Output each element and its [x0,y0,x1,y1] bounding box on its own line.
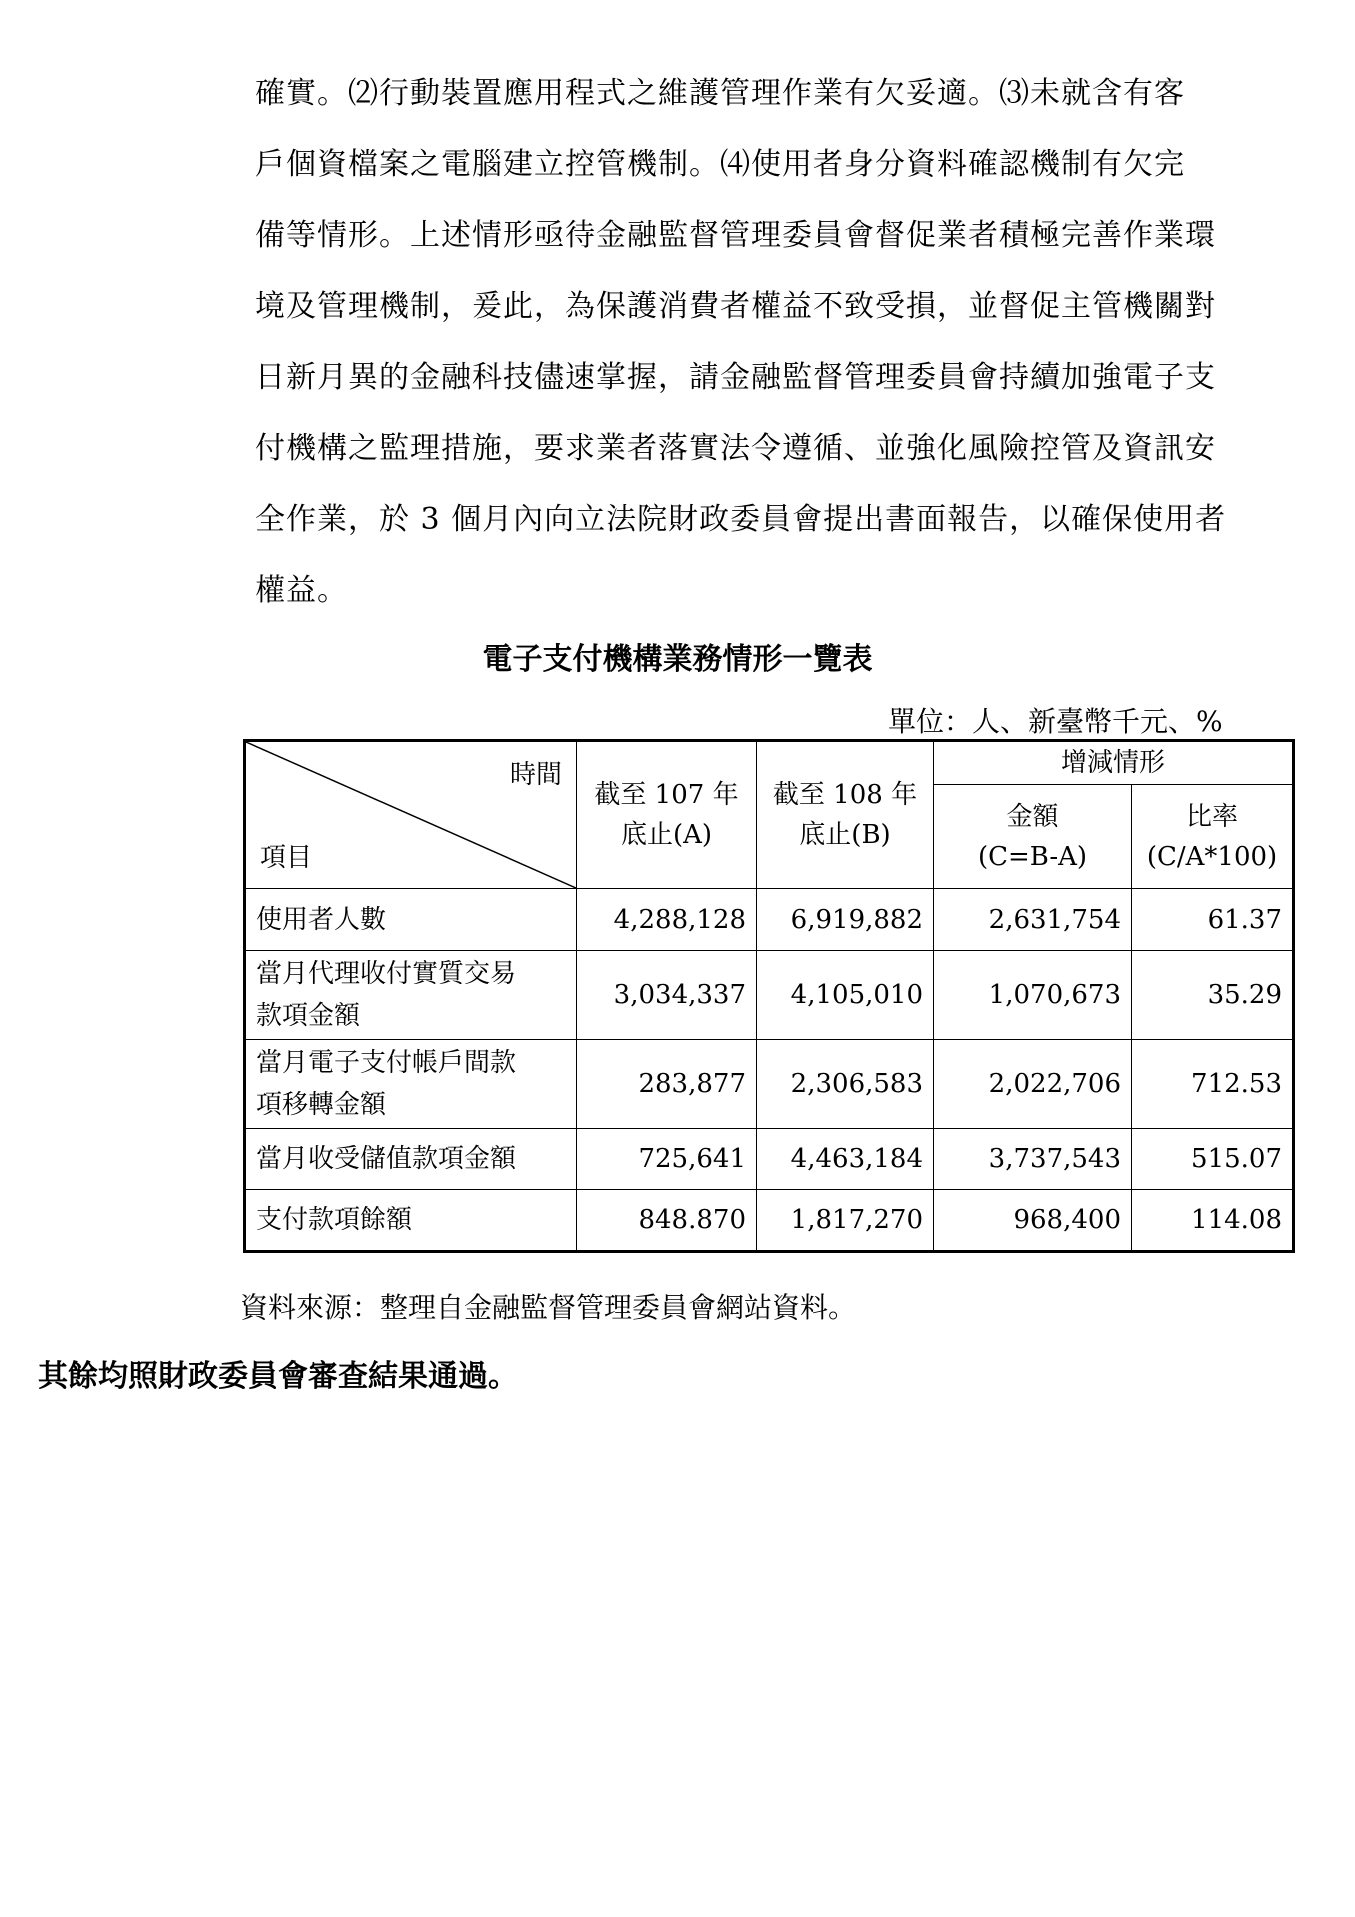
time-label: 時間 [509,760,562,790]
item-label: 項目 [260,843,313,873]
table-row [245,889,1294,951]
row-item-label: 當月收受儲值款項金額 [245,1129,577,1190]
table-row [245,951,1294,1040]
value-change-amount: 1,070,673 [934,951,1132,1040]
body-paragraph [255,58,1305,626]
value-change-ratio: 35.29 [1132,951,1294,1040]
table-unit-note: 單位：人、新臺幣千元、% [888,705,1223,738]
paragraph-line: 境及管理機制，爰此，為保護消費者權益不致受損，並督促主管機關對 [255,289,1216,324]
value-108: 1,817,270 [757,1190,934,1252]
ratio-header-line2: (C/A*100) [1146,841,1278,872]
amount-header [934,785,1132,889]
value-107: 725,641 [577,1129,757,1190]
value-107: 3,034,337 [577,951,757,1040]
value-108: 4,105,010 [757,951,934,1040]
col-header-108-line2: 底止(B) [799,820,891,850]
value-change-ratio: 61.37 [1132,889,1294,951]
value-107: 848.870 [577,1190,757,1252]
value-108: 6,919,882 [757,889,934,951]
value-107: 283,877 [577,1040,757,1129]
row-item-label: 支付款項餘額 [245,1190,577,1252]
value-change-amount: 2,022,706 [934,1040,1132,1129]
table-header-row [245,741,1294,785]
change-header: 增減情形 [934,741,1294,785]
paragraph-line: 戶個資檔案之電腦建立控管機制。⑷使用者身分資料確認機制有欠完 [255,147,1185,182]
row-item-label: 使用者人數 [245,889,577,951]
value-change-ratio: 114.08 [1132,1190,1294,1252]
footer-resolution: 其餘均照財政委員會審查結果通過。 [38,1359,518,1394]
col-header-108-line1: 截至 108 年 [772,780,918,810]
value-change-amount: 2,631,754 [934,889,1132,951]
col-header-107-line1: 截至 107 年 [594,780,739,810]
paragraph-line: 備等情形。上述情形亟待金融監督管理委員會督促業者積極完善作業環 [255,218,1216,253]
row-item-label: 當月電子支付帳戶間款 項移轉金額 [245,1040,577,1129]
table-row [245,1190,1294,1252]
col-header-108 [757,741,934,889]
value-108: 2,306,583 [757,1040,934,1129]
value-change-amount: 3,737,543 [934,1129,1132,1190]
paragraph-line: 日新月異的金融科技儘速掌握，請金融監督管理委員會持續加強電子支 [255,360,1216,395]
diagonal-header-cell [245,741,577,889]
paragraph-line: 全作業，於 3 個月內向立法院財政委員會提出書面報告，以確保使用者 [255,502,1227,537]
paragraph-line: 確實。⑵行動裝置應用程式之維護管理作業有欠妥適。⑶未就含有客 [255,76,1185,111]
table-title: 電子支付機構業務情形一覽表 [482,642,873,677]
row-item-label: 當月代理收付實質交易 款項金額 [245,951,577,1040]
amount-header-line1: 金額 [1006,801,1059,832]
col-header-107 [577,741,757,889]
table-row [245,1129,1294,1190]
col-header-107-line2: 底止(A) [620,820,713,850]
ratio-header [1132,785,1294,889]
value-change-ratio: 515.07 [1132,1129,1294,1190]
value-change-amount: 968,400 [934,1190,1132,1252]
ratio-header-line1: 比率 [1186,801,1239,832]
data-table [243,739,1295,1253]
amount-header-line2: (C=B-A) [977,841,1088,872]
value-108: 4,463,184 [757,1129,934,1190]
paragraph-line: 權益。 [255,573,348,608]
source-note: 資料來源：整理自金融監督管理委員會網站資料。 [240,1291,857,1324]
paragraph-line: 付機構之監理措施，要求業者落實法令遵循、並強化風險控管及資訊安 [255,431,1216,466]
value-107: 4,288,128 [577,889,757,951]
value-change-ratio: 712.53 [1132,1040,1294,1129]
table-row [245,1040,1294,1129]
